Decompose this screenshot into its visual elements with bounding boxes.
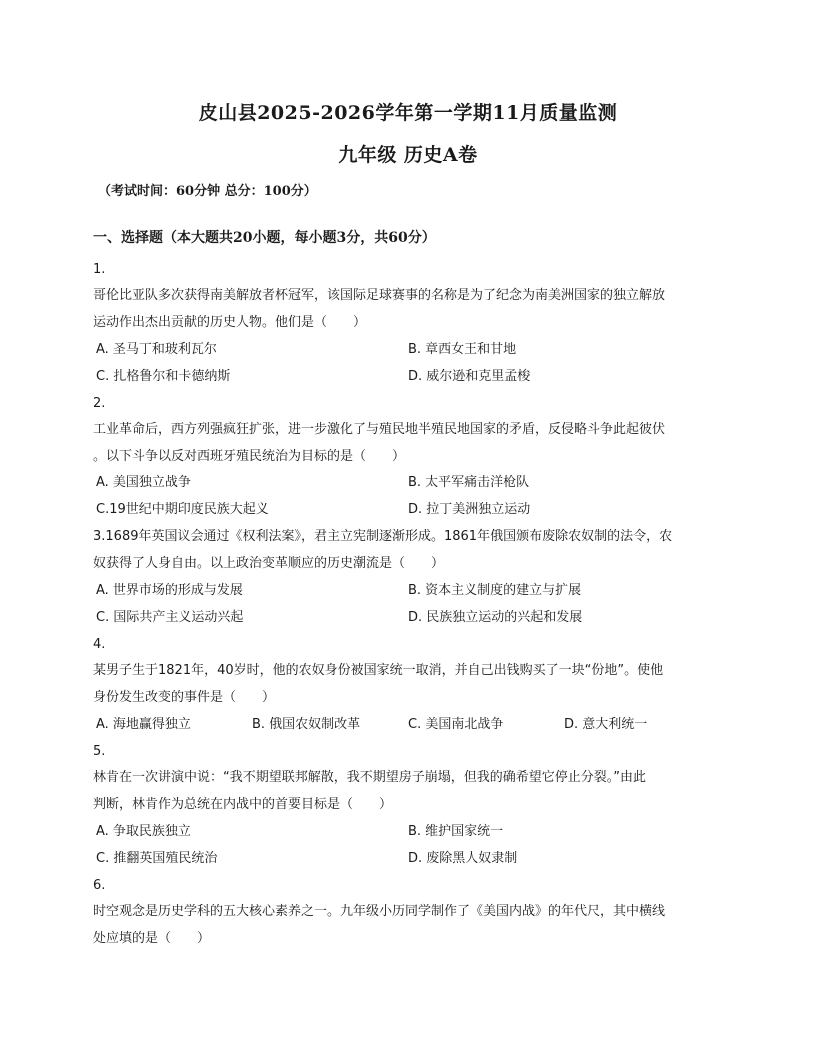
option-a: A. 世界市场的形成与发展 [96, 583, 243, 598]
question-stem-line: 。以下斗争以反对西班牙殖民统治为目标的是（ ） [93, 449, 406, 464]
option-b: B. 资本主义制度的建立与扩展 [408, 583, 582, 598]
option-b: B. 章西女王和甘地 [408, 342, 517, 357]
option-b: B. 维护国家统一 [408, 824, 504, 839]
question-number: 1. [93, 262, 106, 277]
question-stem-line: 工业革命后，西方列强疯狂扩张，进一步激化了与殖民地半殖民地国家的矛盾，反侵略斗争此起彼伏 [93, 422, 666, 437]
question-number: 2. [93, 396, 106, 411]
option-d: D. 意大利统一 [564, 717, 648, 732]
question-stem-line: 运动作出杰出贡献的历史人物。他们是（ ） [93, 315, 367, 330]
question-stem-line: 3.1689年英国议会通过《权利法案》，君主立宪制逐渐形成。1861年俄国颁布废除农奴制的法令，农 [93, 529, 673, 544]
option-a: A. 海地赢得独立 [96, 717, 191, 732]
option-c: C.19世纪中期印度民族大起义 [96, 502, 269, 517]
question-number: 5. [93, 744, 106, 759]
option-c: C. 美国南北战争 [408, 717, 504, 732]
option-d: D. 废除黑人奴隶制 [408, 851, 518, 866]
exam-info: （考试时间：60分钟 总分：100分） [98, 184, 317, 199]
option-b: B. 俄国农奴制改革 [252, 717, 361, 732]
question-number: 4. [93, 637, 106, 652]
question-stem-line: 处应填的是（ ） [93, 931, 211, 946]
option-a: A. 争取民族独立 [96, 824, 191, 839]
exam-subtitle: 九年级 历史A卷 [338, 144, 478, 166]
option-a: A. 圣马丁和玻利瓦尔 [96, 342, 217, 357]
exam-title: 皮山县2025-2026学年第一学期11月质量监测 [198, 102, 618, 124]
question-stem-line: 某男子生于1821年，40岁时，他的农奴身份被国家统一取消，并自己出钱购买了一块“份地”。使他 [93, 663, 664, 678]
question-stem-line: 哥伦比亚队多次获得南美解放者杯冠军，该国际足球赛事的名称是为了纪念为南美洲国家的独立解放 [93, 288, 666, 303]
option-d: D. 威尔逊和克里孟梭 [408, 369, 531, 384]
option-b: B. 太平军痛击洋枪队 [408, 475, 530, 490]
section-title: 一、选择题（本大题共20小题，每小题3分，共60分） [93, 230, 436, 246]
question-number: 6. [93, 878, 106, 893]
question-stem-line: 身份发生改变的事件是（ ） [93, 690, 276, 705]
option-c: C. 推翻英国殖民统治 [96, 851, 218, 866]
question-stem-line: 时空观念是历史学科的五大核心素养之一。九年级小历同学制作了《美国内战》的年代尺，其中横线 [93, 904, 666, 919]
option-d: D. 民族独立运动的兴起和发展 [408, 610, 583, 625]
option-d: D. 拉丁美洲独立运动 [408, 502, 531, 517]
option-c: C. 扎格鲁尔和卡德纳斯 [96, 369, 231, 384]
question-stem-line: 奴获得了人身自由。以上政治变革顺应的历史潮流是（ ） [93, 556, 445, 571]
question-stem-line: 判断，林肯作为总统在内战中的首要目标是（ ） [93, 797, 393, 812]
option-c: C. 国际共产主义运动兴起 [96, 610, 244, 625]
question-stem-line: 林肯在一次讲演中说：“我不期望联邦解散，我不期望房子崩塌，但我的确希望它停止分裂。”由此 [93, 770, 646, 785]
option-a: A. 美国独立战争 [96, 475, 191, 490]
